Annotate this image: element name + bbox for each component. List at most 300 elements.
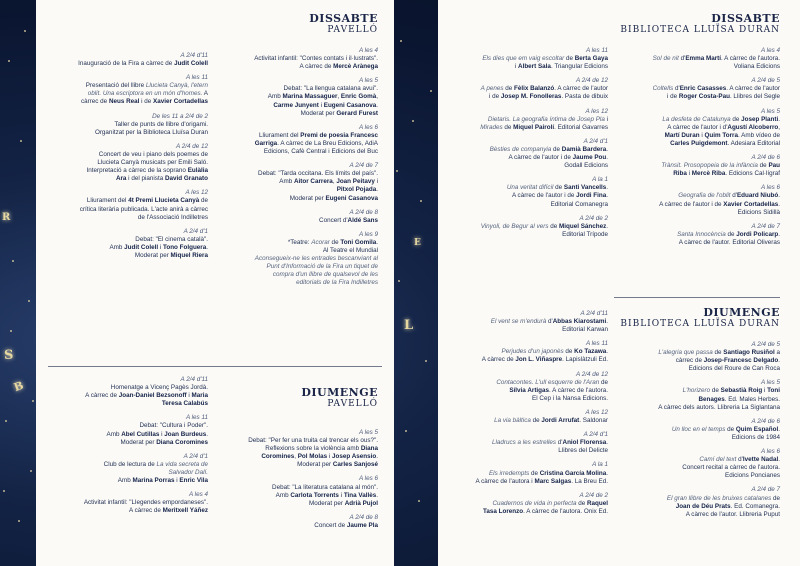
program-entry	[614, 379, 780, 411]
event-title: La vida secreta de	[156, 460, 208, 468]
event-line	[216, 247, 378, 255]
event-line	[452, 447, 608, 455]
event-line	[40, 197, 208, 205]
event-text: i	[174, 477, 180, 485]
event-text: .	[376, 238, 378, 246]
event-name: Premi de poesia Francesc	[300, 131, 378, 139]
event-line	[452, 318, 608, 326]
event-text: de	[730, 115, 742, 123]
program-entry	[452, 77, 608, 101]
event-name: Berta Gaya	[574, 55, 608, 63]
event-name: Judit Colell	[124, 243, 159, 251]
event-title: Sol de nit	[652, 55, 679, 63]
event-name: Carles Sanjosé	[332, 461, 378, 469]
program-entry	[40, 143, 208, 183]
event-line	[40, 82, 208, 90]
star-dot	[418, 500, 420, 502]
event-text: Editorial Karwan	[562, 326, 608, 334]
event-line	[216, 178, 378, 186]
event-text: .	[606, 469, 608, 477]
event-name: Gerard Furest	[336, 109, 378, 117]
event-text: de	[725, 425, 736, 433]
event-name: Pau	[768, 162, 780, 170]
event-name: Albert Sala	[518, 63, 551, 71]
event-line	[452, 223, 608, 231]
deco-letter: B	[12, 378, 26, 395]
event-time: A les 5	[760, 379, 780, 387]
event-text: Amb	[275, 491, 291, 499]
event-time: A 2/4 d'1	[183, 227, 208, 235]
event-text: .	[606, 154, 608, 162]
program-entry	[216, 162, 378, 202]
event-text: Moderat per	[297, 461, 333, 469]
event-name: Enric Gomà	[340, 93, 377, 101]
event-name: Teresa Calabús	[161, 400, 208, 408]
program-entry	[216, 47, 378, 71]
event-text: de	[576, 499, 587, 507]
event-line	[216, 148, 378, 156]
event-text: de	[563, 348, 575, 356]
program-entry	[40, 228, 208, 260]
right-sunday-heading	[620, 306, 780, 330]
event-name: Eulàlia	[187, 167, 208, 175]
event-line	[452, 478, 608, 486]
program-entry	[452, 371, 608, 403]
event-time: A 2/4 de 7	[751, 486, 780, 494]
event-text: d'	[673, 85, 680, 93]
event-text: Lliurament del	[258, 131, 301, 139]
event-line	[614, 396, 780, 404]
event-time: A 2/4 de 8	[349, 208, 378, 216]
star-dot	[425, 360, 427, 362]
event-text: ,	[376, 93, 378, 101]
event-title: Llucieta Canyà, l'etern	[145, 82, 208, 90]
event-text: . A càrrec de La Breu Edicions, AdiA	[277, 139, 378, 147]
event-text: .	[376, 453, 378, 461]
event-text: i de	[488, 93, 501, 101]
event-line	[614, 387, 780, 395]
event-line	[40, 392, 208, 400]
event-text: Edicions Sidillà	[737, 208, 780, 216]
event-text: càrrec de	[80, 98, 109, 106]
event-text: crítica literària publicada. L'acte anirà a càrrec	[79, 205, 208, 213]
event-text: . A càrrec de l'autora.	[549, 386, 608, 394]
event-text: Inauguració de la Fira a càrrec de	[78, 60, 175, 68]
event-text: Editorial Comanegra	[550, 200, 608, 208]
event-line	[40, 431, 208, 439]
program-entry	[40, 52, 208, 68]
right-sunday-morning	[452, 310, 608, 522]
event-time: A 2/4 de 7	[751, 222, 780, 230]
event-line	[216, 453, 378, 461]
event-line	[216, 500, 378, 508]
program-entry	[452, 310, 608, 334]
event-text: ,	[294, 453, 298, 461]
star-dot	[18, 520, 20, 522]
event-line	[614, 511, 780, 519]
event-text: A càrrec dels autors. Llibreria La Siglantana	[658, 403, 780, 411]
program-entry	[40, 491, 208, 515]
event-text: Concert recital a càrrec de l'autora.	[682, 464, 780, 472]
deco-letter: R	[2, 212, 11, 223]
event-title: Un lloc en el temps	[671, 425, 726, 433]
program-entry	[40, 376, 208, 408]
event-name: Adrià Pujol	[344, 499, 378, 507]
event-text: A càrrec de l'autor. Editorial Oliveras	[678, 238, 780, 246]
event-text: . A càrrec de l'autora.	[721, 55, 780, 63]
event-text: Presentació del llibre	[85, 82, 146, 90]
event-line	[40, 159, 208, 167]
event-line	[216, 85, 378, 93]
event-line	[452, 116, 608, 124]
event-line	[452, 356, 608, 364]
deco-letter: S	[4, 348, 14, 363]
star-dot	[405, 430, 407, 432]
event-line	[40, 214, 208, 222]
event-time: A les 11	[585, 340, 608, 348]
event-text: ,	[337, 93, 341, 101]
event-text: *Teatre:	[287, 238, 312, 246]
event-text: Debat: "El cinema català".	[135, 235, 208, 243]
event-name: Raquel	[587, 499, 608, 507]
event-line	[216, 217, 378, 225]
event-title: Cuadernos de vida in perfecta	[492, 499, 577, 507]
event-text: Concert d'	[319, 216, 348, 224]
event-time: A 2/4 de 12	[176, 142, 208, 150]
event-line	[40, 499, 208, 507]
program-entry	[452, 215, 608, 239]
event-title: Bèsties de companyia	[489, 145, 552, 153]
event-text: de	[757, 162, 769, 170]
event-line	[40, 90, 208, 98]
event-text: Moderat per	[309, 499, 345, 507]
program-entry	[452, 492, 608, 516]
event-time: A 2/4 de 5	[751, 341, 780, 348]
event-time: A 2/4 de 5	[751, 77, 780, 85]
event-line	[40, 236, 208, 244]
event-time: A les 6	[358, 475, 378, 483]
event-title: Perjudes d'un japonès	[501, 348, 564, 356]
event-name: Marc Salgas	[534, 477, 572, 485]
event-text: . Ed. Males Herbes.	[724, 395, 780, 403]
event-text: . Amb vídeo de	[737, 131, 780, 139]
event-line	[216, 461, 378, 469]
event-text: Editorial Trípode	[562, 230, 608, 238]
event-name: Damià Bardera	[561, 145, 607, 153]
event-name: Abel Cutillas	[121, 430, 160, 438]
star-dot	[10, 330, 12, 332]
event-title: El gran llibre de les bruixes catalanes	[666, 494, 772, 502]
event-line	[452, 348, 608, 356]
event-line	[614, 357, 780, 365]
event-text: A càrrec de	[85, 392, 119, 400]
event-text: i	[686, 170, 692, 178]
program-entry	[40, 74, 208, 106]
event-line	[614, 132, 780, 140]
event-name: Joan Peitavy	[336, 178, 375, 186]
event-time: A les 6	[358, 123, 378, 131]
event-name: Quim Torra	[704, 131, 738, 139]
event-line	[614, 85, 780, 93]
event-title: Acorar	[311, 238, 330, 246]
event-name: Judit Colell	[174, 60, 208, 68]
event-text: Debat: "La literatura catalana al món".	[272, 483, 378, 491]
event-text: . Llibres del Segle	[729, 93, 780, 101]
program-entry	[452, 176, 608, 208]
event-text: . A càrrec de l'autor	[554, 85, 608, 93]
event-line	[452, 146, 608, 154]
program-entry	[40, 189, 208, 221]
event-text: de	[529, 469, 540, 477]
event-name: Cristina García Molina	[539, 469, 607, 477]
event-text: i	[604, 115, 608, 123]
event-text: A càrrec de l'autora i	[475, 477, 535, 485]
event-title: Aconsegueix-ne les entrades bescanviant al	[254, 255, 378, 263]
event-text: . Editorial Gavarres	[554, 123, 608, 131]
left-sunday-afternoon	[216, 429, 378, 536]
section-divider	[614, 297, 780, 298]
event-text: i	[699, 131, 705, 139]
event-title: Geografia de l'oblit	[678, 192, 731, 200]
event-name: Riba	[673, 170, 687, 178]
event-line	[216, 132, 378, 140]
event-title: Vinyoli, de Begur al vers	[480, 222, 549, 230]
event-line	[40, 60, 208, 68]
event-line	[614, 495, 780, 503]
event-title: Trànsit. Prosopopeia de la infància	[661, 162, 758, 170]
event-title: Els dies que em vaig escoltar	[482, 55, 565, 63]
event-text: de	[553, 184, 564, 192]
event-line	[40, 477, 208, 485]
right-saturday-morning	[452, 47, 608, 245]
event-time: A la 1	[592, 461, 608, 469]
event-text: Edicions del Roure de Can Roca	[688, 365, 780, 373]
event-text: .	[606, 439, 608, 447]
event-text: de	[329, 238, 341, 246]
event-line	[216, 279, 378, 287]
star-dot	[3, 490, 5, 492]
event-text: i	[158, 243, 163, 251]
event-line	[216, 484, 378, 492]
event-name: Marina Porras	[132, 477, 175, 485]
event-title: Una veritat difícil	[506, 184, 554, 192]
left-sunday-morning	[40, 376, 208, 521]
event-name: Carme Junyent	[273, 101, 319, 109]
event-name: Josep-Francesc Delgado	[703, 357, 779, 365]
event-line	[216, 522, 378, 530]
program-entry	[614, 341, 780, 373]
event-name: Aitor Carrera	[293, 178, 333, 186]
event-name: Miquel Pairolí	[513, 123, 555, 131]
event-line	[452, 93, 608, 101]
event-name: Jaume Pou	[572, 154, 607, 162]
program-entry	[452, 340, 608, 364]
star-dot	[28, 300, 30, 302]
event-name: Joan Burdeus	[164, 430, 207, 438]
event-name: Sebastià Roig	[720, 387, 763, 395]
program-entry	[40, 414, 208, 446]
star-dot	[8, 60, 10, 62]
event-text: ,	[332, 178, 337, 186]
event-line	[216, 55, 378, 63]
event-line	[216, 263, 378, 271]
event-line	[614, 349, 780, 357]
day-label: DISSABTE	[309, 12, 378, 25]
event-line	[614, 472, 780, 480]
event-line	[40, 461, 208, 469]
event-line	[452, 184, 608, 192]
event-line	[614, 404, 780, 412]
program-entry	[614, 47, 780, 71]
event-text: Concert de	[314, 521, 347, 529]
event-line	[614, 63, 780, 71]
event-name: Sílvia Artigas	[509, 386, 550, 394]
event-text: d'	[678, 55, 686, 63]
event-text: A càrrec de	[129, 507, 163, 515]
event-line	[452, 395, 608, 403]
program-entry	[452, 409, 608, 425]
event-text: Activitat infantil: "Contes contats i il·lustrats".	[254, 55, 378, 63]
event-text: de l'Associació Indilletres	[137, 213, 208, 221]
event-line	[216, 110, 378, 118]
event-name: Marina Massaguer	[282, 93, 338, 101]
event-line	[216, 271, 378, 279]
event-text: Amb	[106, 430, 122, 438]
program-entry	[614, 108, 780, 148]
event-name: Neus Real	[108, 98, 140, 106]
event-line	[614, 365, 780, 373]
event-text: .	[606, 184, 608, 192]
event-text: .	[778, 192, 780, 200]
event-time: A les 5	[760, 107, 780, 115]
event-name: Toni	[767, 387, 780, 395]
program-entry	[40, 113, 208, 137]
event-name: Eugeni Casanova	[325, 194, 378, 202]
event-line	[452, 231, 608, 239]
event-text: El Cep i la Nansa Edicions.	[532, 394, 608, 402]
star-dot	[398, 280, 400, 282]
event-name: Ivette Nadal	[742, 456, 779, 464]
event-line	[614, 456, 780, 464]
event-line	[40, 121, 208, 129]
program-entry	[614, 448, 780, 480]
event-time: A 2/4 de 8	[349, 513, 378, 521]
event-line	[452, 508, 608, 516]
event-text: A càrrec de l'autor. Llibreria Puput	[685, 510, 780, 518]
event-name: Eduard Niubó	[736, 192, 779, 200]
event-line	[452, 201, 608, 209]
event-line	[452, 500, 608, 508]
event-line	[40, 129, 208, 137]
event-time: A les 11	[185, 414, 208, 422]
event-text: .	[606, 318, 608, 326]
star-dot	[20, 140, 22, 142]
event-line	[452, 124, 608, 132]
event-text: i	[327, 453, 333, 461]
event-name: Jordi Arrufat	[541, 417, 580, 425]
event-text: i	[374, 178, 378, 186]
event-line	[40, 167, 208, 175]
event-text: i del pianista	[126, 175, 165, 183]
event-text: Amb	[109, 243, 125, 251]
event-line	[452, 470, 608, 478]
event-line	[452, 85, 608, 93]
event-text: A càrrec de l'autor i de	[508, 154, 573, 162]
event-line	[614, 503, 780, 511]
program-entry	[614, 77, 780, 101]
event-line	[452, 387, 608, 395]
event-text: A càrrec de l'autor i de	[659, 200, 724, 208]
star-dot	[420, 200, 422, 202]
event-name: Toni Gomila	[340, 238, 377, 246]
event-line	[216, 445, 378, 453]
event-text: i	[338, 491, 344, 499]
event-line	[216, 170, 378, 178]
program-entry	[216, 77, 378, 117]
event-line	[216, 63, 378, 71]
event-line	[40, 507, 208, 515]
event-time: A les 12	[185, 189, 208, 197]
event-title: Mirades	[480, 123, 503, 131]
event-text: .	[606, 222, 608, 230]
event-name: Quim Español	[735, 425, 779, 433]
event-name: Eugeni Casanova	[323, 101, 377, 109]
event-text: Al Teatre el Mundial	[322, 246, 378, 254]
event-time: A 2/4 d'1	[583, 431, 608, 439]
place-label: PAVELLÓ	[327, 25, 378, 35]
event-line	[452, 379, 608, 387]
event-text: de	[503, 85, 515, 93]
star-dot	[5, 420, 7, 422]
event-line	[40, 98, 208, 106]
event-time: A les 11	[585, 47, 608, 54]
program-entry	[216, 514, 378, 530]
event-title: El vent se m'endurà	[490, 318, 547, 326]
event-text: Moderat per	[120, 438, 157, 446]
program-entry	[216, 429, 378, 469]
event-title: editorials de la Fira Indilletres	[296, 279, 378, 287]
event-name: Xavier Cortadellas	[153, 98, 208, 106]
event-text: . Saldonar	[579, 417, 608, 425]
event-text: de	[564, 55, 575, 63]
event-line	[614, 192, 780, 200]
event-name: Xavier Cortadellas	[723, 200, 779, 208]
event-line	[216, 255, 378, 263]
event-time: A 2/4 de 12	[576, 77, 608, 85]
left-saturday-afternoon	[216, 47, 378, 293]
program-entry	[452, 108, 608, 132]
event-time: A 2/4 d'11	[180, 376, 208, 383]
program-entry	[452, 138, 608, 170]
event-text: .	[778, 230, 780, 238]
program-entry	[614, 486, 780, 518]
right-sunday-afternoon	[614, 341, 780, 525]
event-name: Tasa Lorenzo	[483, 507, 524, 515]
event-time: A 2/4 d'1	[583, 137, 608, 145]
event-name: Aldé Sans	[347, 216, 378, 224]
event-text: Edicions de 1984	[731, 433, 780, 441]
event-text: i	[514, 63, 519, 71]
event-text: Debat: "Per fer una truita cal trencar els ous?".	[248, 437, 378, 445]
event-line	[452, 326, 608, 334]
program-entry	[614, 154, 780, 178]
event-name: Ara	[115, 175, 127, 183]
event-name: Roger Costa-Pau	[678, 93, 730, 101]
program-entry	[614, 184, 780, 216]
event-name: Tina Vallès	[343, 491, 377, 499]
event-time: A 2/4 d'1	[183, 452, 208, 460]
event-name: Coromines	[261, 453, 295, 461]
